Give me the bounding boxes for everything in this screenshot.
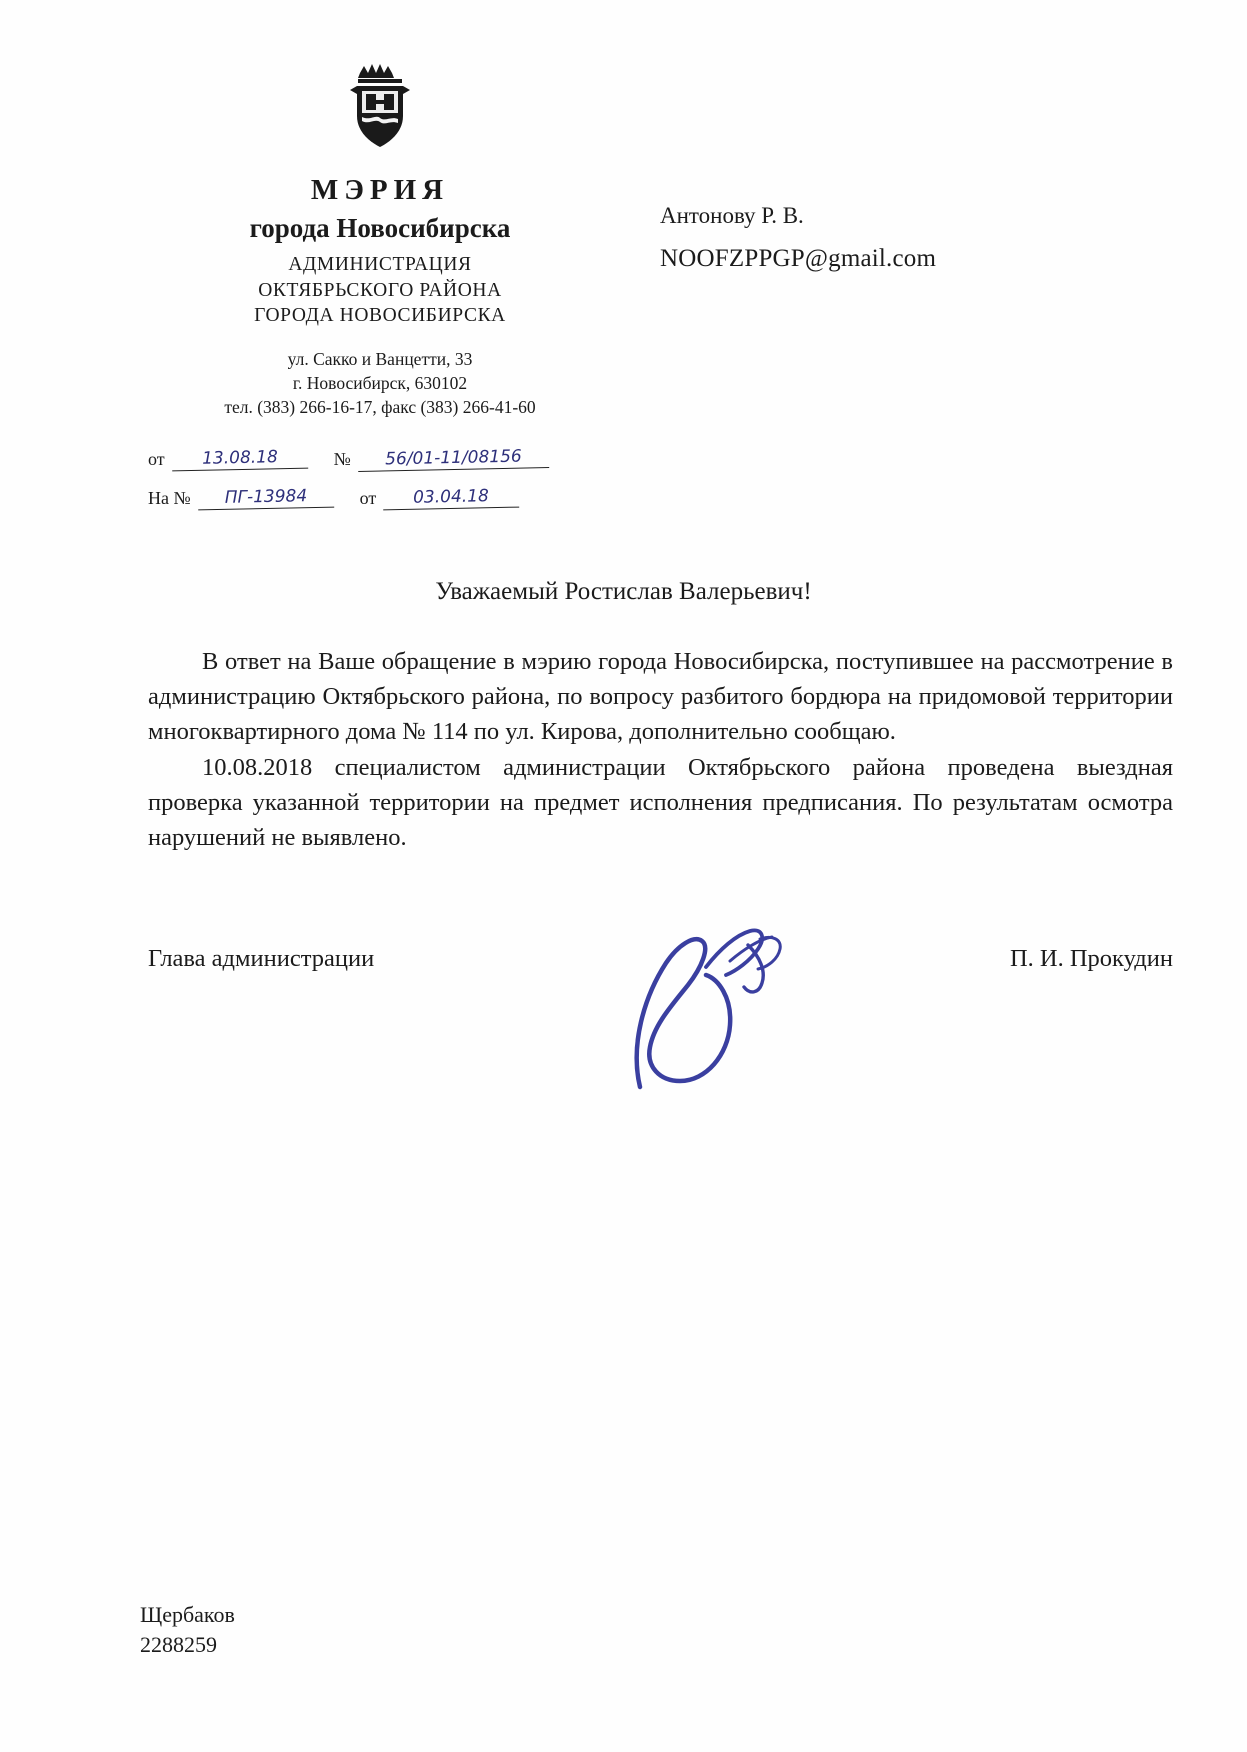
executor-name: Щербаков: [140, 1602, 235, 1627]
address-city: г. Новосибирск, 630102: [292, 373, 468, 394]
contact-block: [140, 347, 620, 419]
letter-paragraph: В ответ на Ваше обращение в мэрию города Новосибирска, поступившее на рассмотрение в администрацию Октябрьского района, по вопросу разбитого бордюра на придомовой территории многоквартирного дома № 114 по ул. Кирова, дополнительно сообщаю.: [148, 648, 1173, 745]
executor-phone: 2288259: [140, 1631, 217, 1657]
incoming-date-value: 03.04.18: [383, 486, 519, 511]
address-street: ул. Сакко и Ванцетти, 33: [287, 349, 473, 370]
signature-row: [148, 945, 1173, 973]
reference-row-outgoing: [148, 448, 618, 470]
coat-of-arms-icon: [330, 60, 430, 160]
incoming-number-value: ПГ-13984: [197, 486, 333, 511]
footer-executor-block: [140, 1600, 235, 1659]
addressee-email: NOOFZPPGP@gmail.com: [660, 245, 937, 273]
addressee-name: Антонову Р. В.: [660, 203, 804, 228]
signatory-name: П. И. Прокудин: [1009, 945, 1173, 972]
reference-block: [148, 448, 618, 526]
letter-paragraph: 10.08.2018 специалистом администрации Октябрьского района проведена выездная проверка указанной территории на предмет исполнения предписания. По результатам осмотра нарушений не выявлено.: [148, 754, 1173, 851]
org-title: МЭРИЯ: [310, 174, 450, 206]
handwritten-signature-icon: [610, 905, 840, 1125]
number-label: №: [333, 449, 351, 469]
outgoing-number-value: 56/01-11/08156: [358, 446, 549, 472]
org-line-3: ГОРОДА НОВОСИБИРСКА: [254, 305, 506, 327]
reply-label: На №: [148, 488, 191, 508]
org-line-2: ОКТЯБРЬСКОГО РАЙОНА: [258, 279, 502, 301]
letter-body: [148, 645, 1173, 858]
org-city: города Новосибирска: [249, 213, 511, 243]
outgoing-date-value: 13.08.18: [171, 447, 307, 472]
salutation: Уважаемый Ростислав Валерьевич!: [435, 578, 812, 605]
reply-date-label: от: [359, 488, 377, 508]
org-line-1: АДМИНИСТРАЦИЯ: [288, 254, 472, 275]
addressee-block: [660, 195, 1180, 281]
signatory-position: Глава администрации: [148, 945, 375, 972]
from-label: от: [148, 449, 165, 469]
reference-row-incoming: [148, 487, 618, 509]
letterhead: [140, 60, 620, 420]
phone-fax: тел. (383) 266-16-17, факс (383) 266-41-60: [224, 397, 536, 418]
